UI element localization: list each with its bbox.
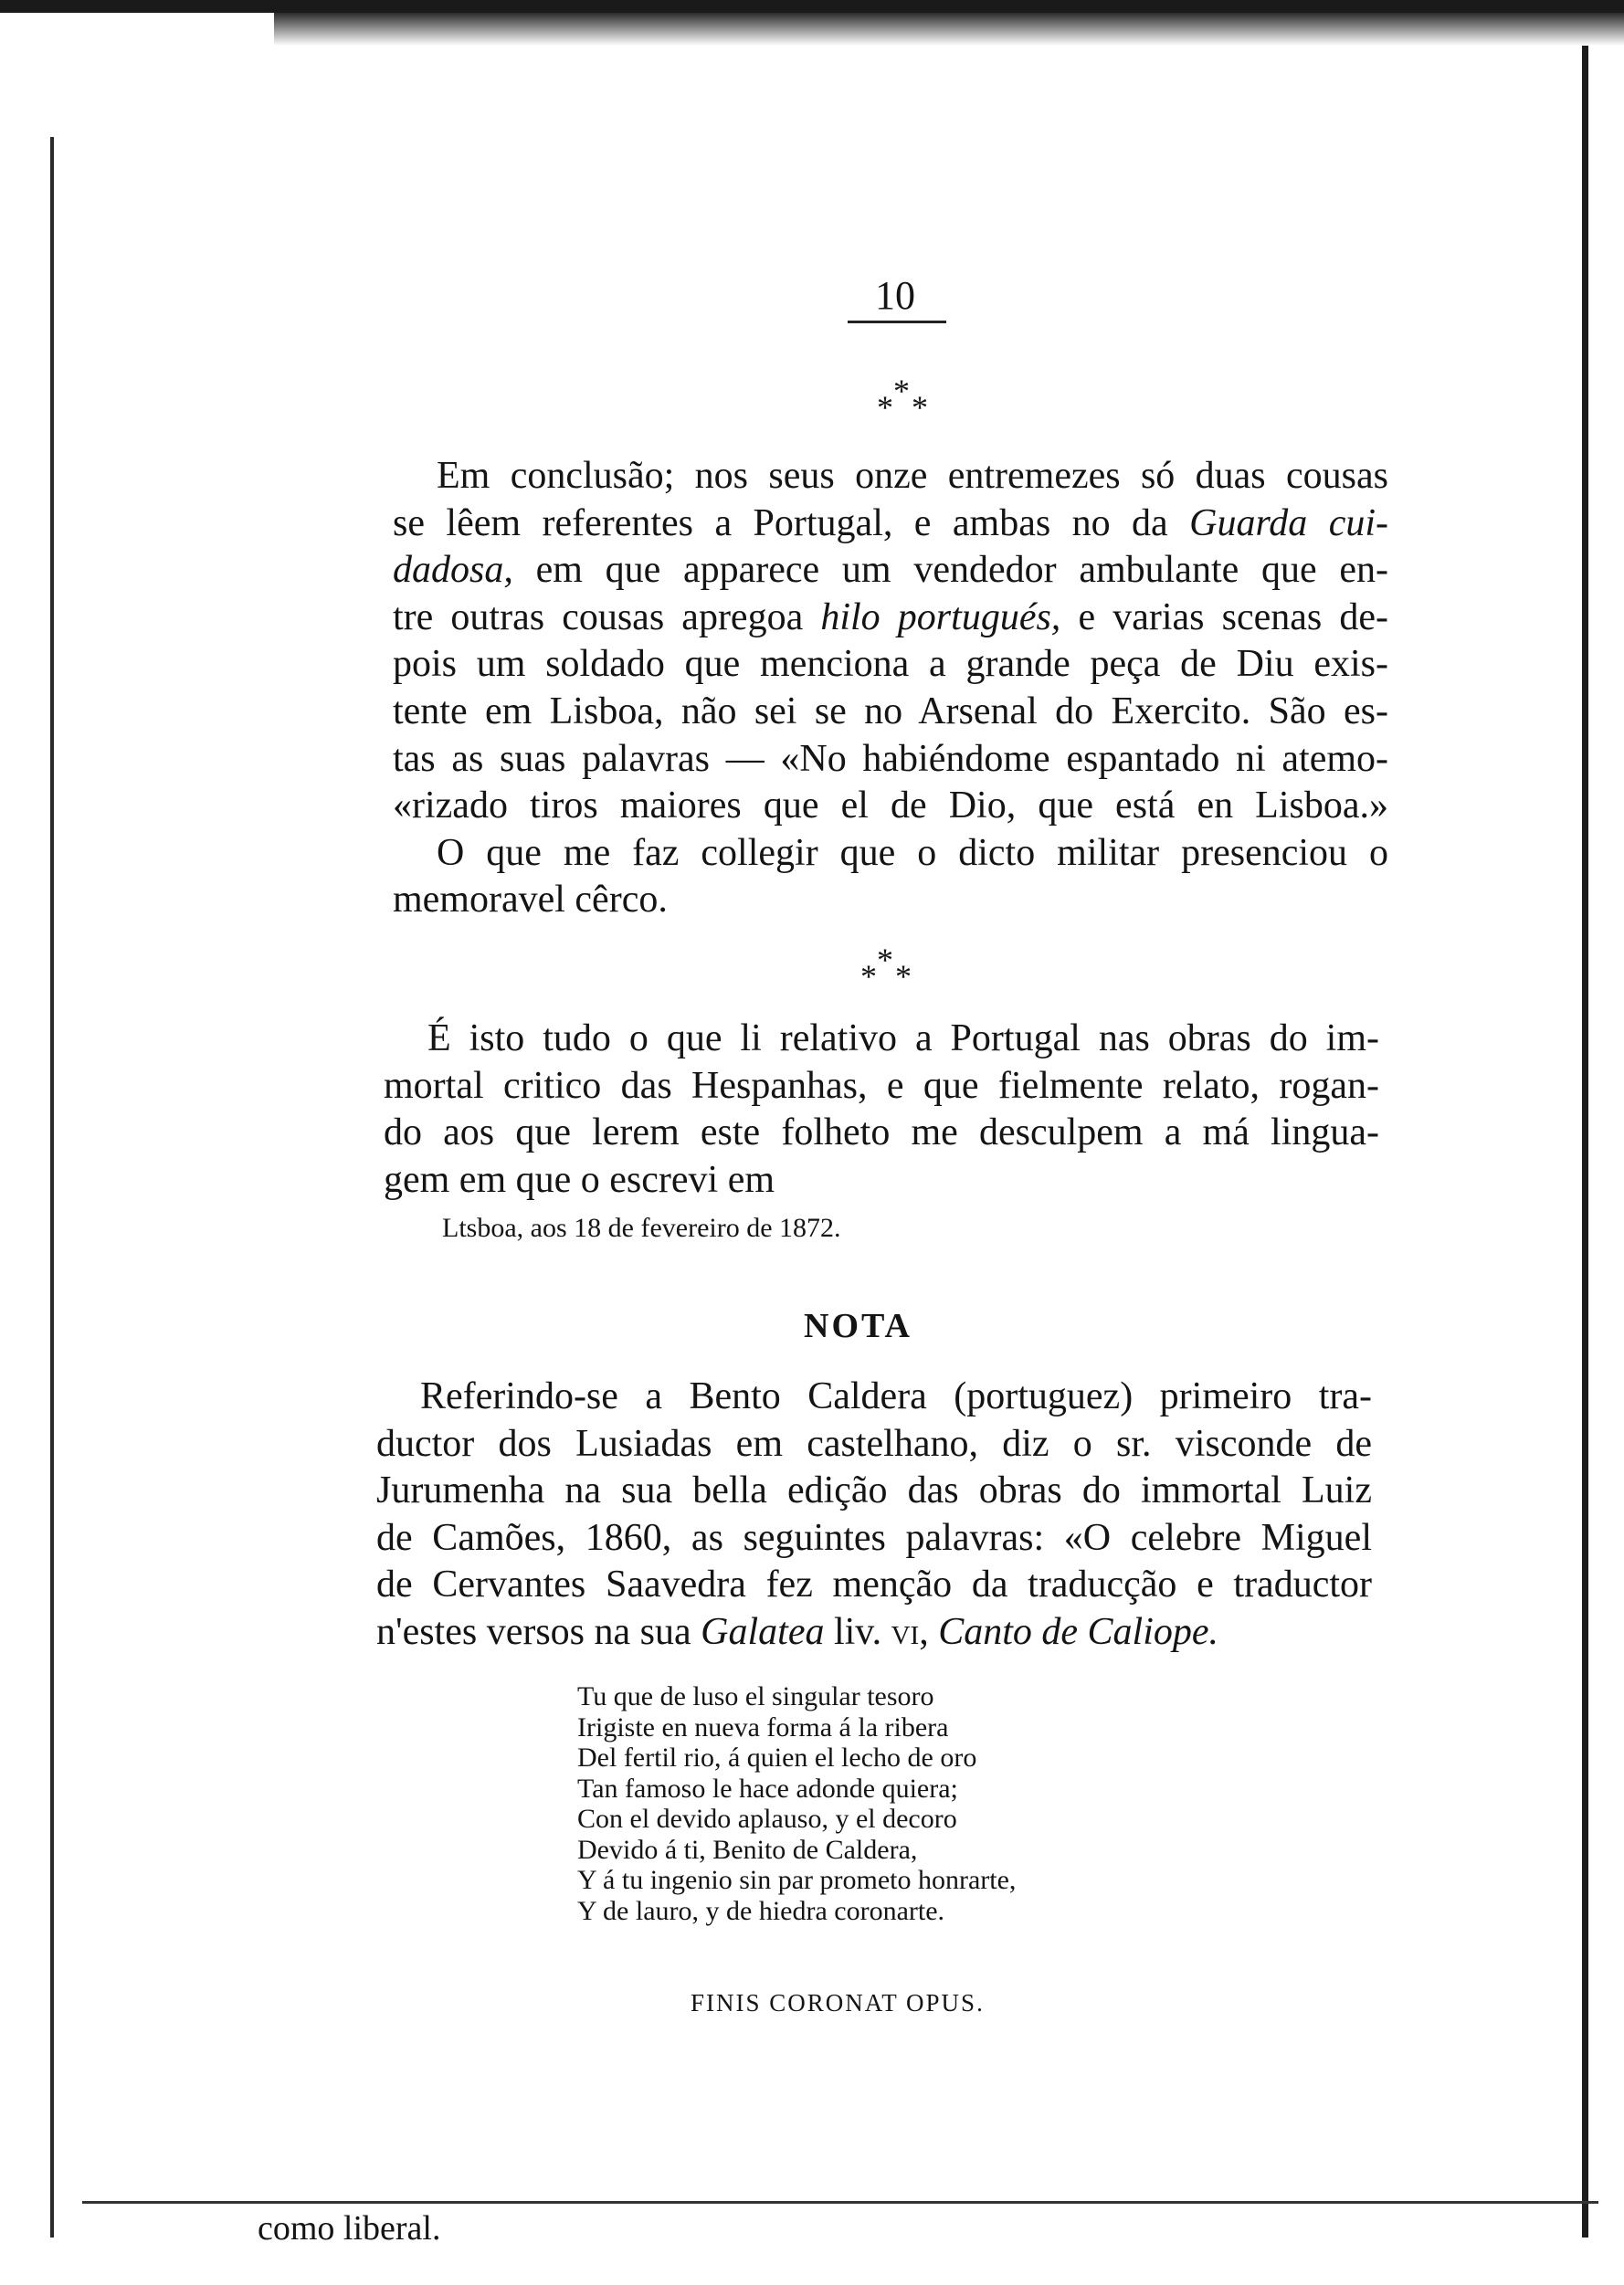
- text-line: gem em que o escrevi em: [384, 1158, 775, 1201]
- paragraph-closing: [384, 1016, 1379, 1216]
- paragraph-conclusion: [393, 453, 1388, 946]
- text-line: tre outras cousas apregoa hilo portugués, e varias scenas de-: [393, 595, 1388, 638]
- text-line: tente em Lisboa, não sei se no Arsenal do Exercito. São es-: [393, 690, 1388, 732]
- note-title: NOTA: [804, 1307, 912, 1345]
- text-line: ductor dos Lusiadas em castelhano, diz o sr. visconde de: [376, 1422, 1372, 1465]
- text-line: n'estes versos na sua Galatea liv. vi, Canto de Caliope.: [376, 1611, 1219, 1653]
- scan-edge-top: [0, 0, 1624, 13]
- date-line: Ltsboa, aos 18 de fevereiro de 1872.: [442, 1213, 841, 1243]
- scan-edge-right: [1582, 46, 1588, 2238]
- text-line: Em conclusão; nos seus onze entremezes só duas cousas: [437, 455, 1388, 497]
- asterism-1: * * *: [877, 373, 928, 426]
- text-line: O que me faz collegir que o dicto militar presenciou o: [437, 831, 1388, 874]
- text-line: pois um soldado que menciona a grande peça de Diu exis-: [393, 643, 1388, 686]
- page-number: 10: [875, 273, 915, 318]
- verse-line: Tan famoso le hace adonde quiera;: [577, 1773, 958, 1804]
- verse-line: Y de lauro, y de hiedra coronarte.: [577, 1895, 945, 1926]
- text-line: do aos que lerem este folheto me desculpem a má lingua-: [384, 1111, 1379, 1154]
- text-line: de Camões, 1860, as seguintes palavras: «O celebre Miguel: [376, 1516, 1372, 1559]
- verse-line: Irigiste en nueva forma á la ribera: [577, 1711, 949, 1743]
- text-line: memoravel cêrco.: [393, 879, 668, 921]
- verse-line: Del fertil rio, á quien el lecho de oro: [577, 1743, 977, 1773]
- finis-coronat-opus: FINIS CORONAT OPUS.: [691, 1989, 985, 2016]
- bleed-through-text: como liberal.: [258, 2209, 441, 2248]
- verse-block: [577, 1681, 1016, 1926]
- text-line: É isto tudo o que li relativo a Portugal nas obras do im-: [427, 1017, 1379, 1059]
- asterism-2: * * *: [860, 942, 912, 995]
- verse-line: Y á tu ingenio sin par prometo honrarte,: [577, 1865, 1017, 1895]
- text-line: Jurumenha na sua bella edição das obras do immortal Luiz: [376, 1469, 1372, 1512]
- text-line: tas as suas palavras — «No habiéndome espantado ni atemo-: [393, 737, 1388, 780]
- verse-line: Con el devido aplauso, y el decoro: [577, 1804, 957, 1834]
- text-line: de Cervantes Saavedra fez menção da traducção e traductor: [376, 1564, 1372, 1606]
- verse-line: Tu que de luso el singular tesoro: [577, 1681, 934, 1711]
- scan-edge-left: [50, 137, 54, 2238]
- text-line: Referindo-se a Bento Caldera (portuguez) primeiro tra-: [420, 1375, 1372, 1417]
- text-line: dadosa, em que apparece um vendedor ambulante que en-: [393, 549, 1388, 592]
- verse-line: Devido á ti, Benito de Caldera,: [577, 1834, 918, 1865]
- note-paragraph: [376, 1374, 1372, 1666]
- text-line: «rizado tiros maiores que el de Dio, que está en Lisboa.»: [393, 784, 1388, 827]
- scan-edge-top-band: [274, 13, 1624, 46]
- text-line: se lêem referentes a Portugal, e ambas no da Guarda cui-: [393, 501, 1388, 544]
- page-number-rule: [848, 321, 946, 323]
- scan-edge-bottom: [82, 2201, 1598, 2204]
- text-line: mortal critico das Hespanhas, e que fielmente relato, rogan-: [384, 1064, 1379, 1107]
